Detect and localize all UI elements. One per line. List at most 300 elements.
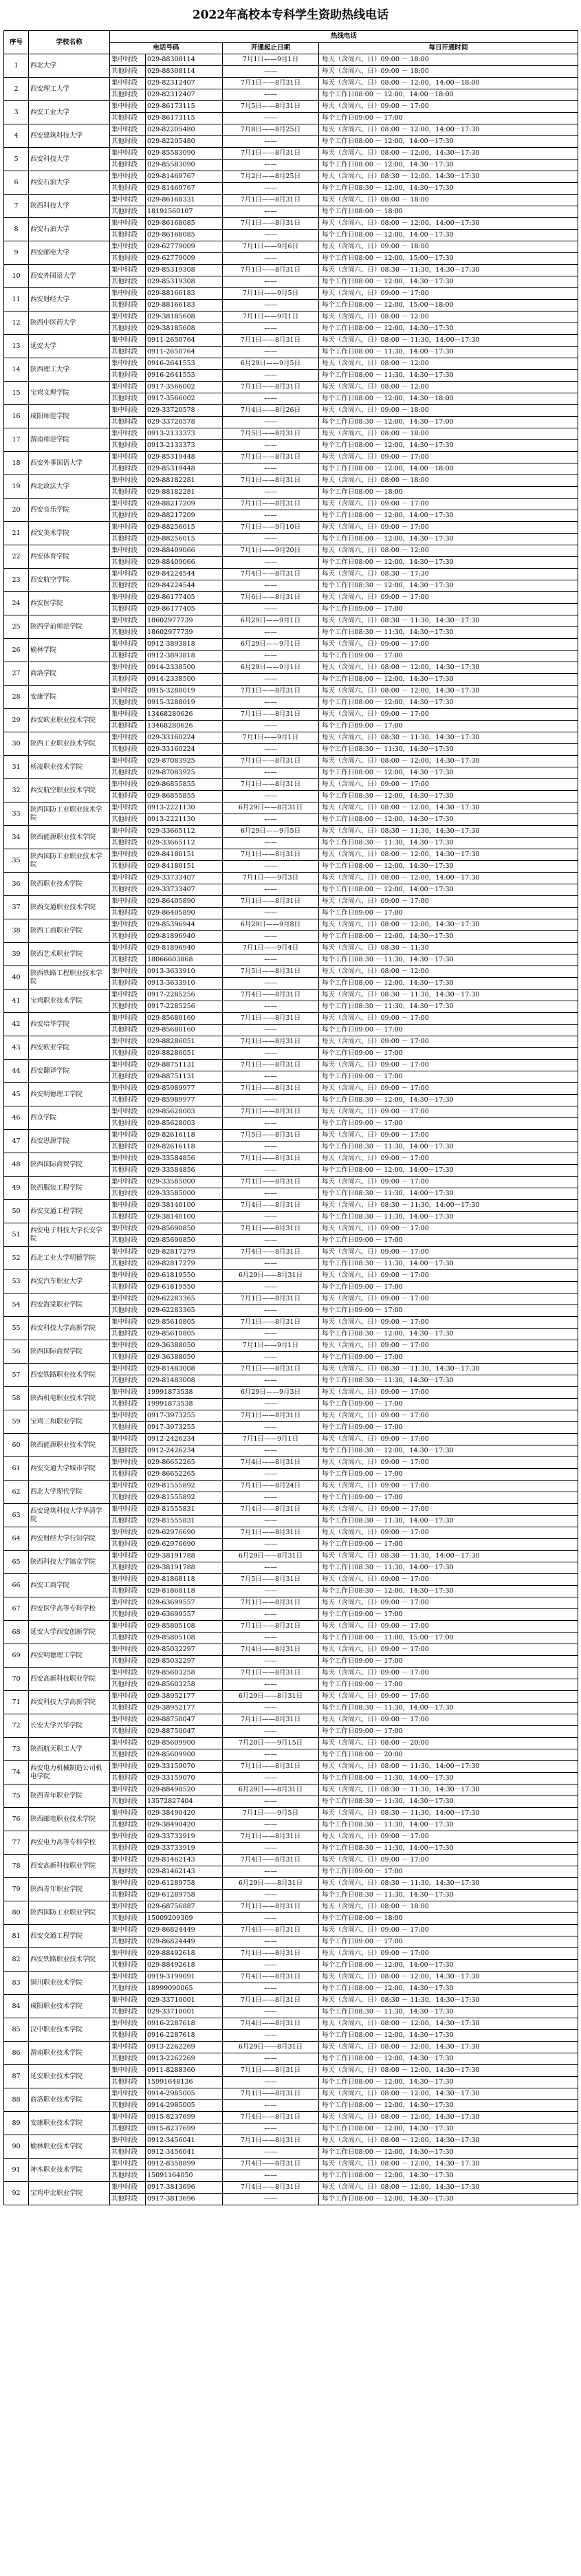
open-hours: 每天（含周六、日）08:00 － 11:30，14:00－17:30 — [319, 1761, 578, 1773]
open-hours: 每天（含周六、日）09:00 － 17:00 — [319, 1177, 578, 1188]
period-type: 其他时段 — [110, 1609, 146, 1621]
open-hours: 每天（含周六、日）08:00 － 12:00 — [319, 545, 578, 557]
open-dates: —— — [223, 2077, 319, 2088]
open-hours: 每天（含周六、日）08:30 － 11:30，14:00－17:30 — [319, 1551, 578, 1562]
phone-number: 029-33710001 — [146, 2007, 223, 2018]
open-dates: 7月1日——8月31日 — [223, 218, 319, 230]
school-name: 长安大学兴华学院 — [29, 1714, 110, 1738]
period-type: 其他时段 — [110, 1913, 146, 1925]
open-hours: 每个工作日08:30 － 11:30，14:00－17:30 — [319, 1188, 578, 1200]
phone-number: 029-33160224 — [146, 732, 223, 744]
open-dates: 7月1日——8月31日 — [223, 709, 319, 721]
phone-number: 029-63699557 — [146, 1609, 223, 1621]
table-row — [4, 124, 578, 136]
phone-number: 029-85680160 — [146, 1025, 223, 1036]
open-hours: 每天（含周六、日）08:30 － 11:30，14:30－17:30 — [319, 1995, 578, 2007]
school-name: 商洛学院 — [29, 662, 110, 686]
open-dates: —— — [223, 1095, 319, 1106]
open-hours: 每个工作日08:00 － 12:00，14:30－17:30 — [319, 2124, 578, 2135]
period-type: 集中时段 — [110, 803, 146, 814]
school-name: 铜川职业技术学院 — [29, 1972, 110, 1995]
open-hours: 每天（含周六、日）09:00 － 17:00 — [319, 1855, 578, 1866]
open-dates: —— — [223, 674, 319, 686]
school-no: 15 — [4, 382, 29, 405]
open-hours: 每个工作日08:00 － 12:00，14:00－17:30 — [319, 136, 578, 148]
phone-number: 029-61819550 — [146, 1282, 223, 1294]
open-hours: 每个工作日09:00 － 17:00 — [319, 651, 578, 662]
open-hours: 每个工作日08:00 － 12:00，14:30－17:30 — [319, 931, 578, 943]
table-row — [4, 1247, 578, 1258]
open-hours: 每天（含周六、日）09:00 － 17:00 — [319, 1831, 578, 1843]
period-type: 其他时段 — [110, 1001, 146, 1013]
open-dates: —— — [223, 2170, 319, 2182]
table-row — [4, 1200, 578, 1212]
period-type: 其他时段 — [110, 1983, 146, 1995]
open-dates: —— — [223, 417, 319, 428]
period-type: 其他时段 — [110, 276, 146, 288]
period-type: 集中时段 — [110, 2135, 146, 2147]
school-name: 西安电力高等专科学校 — [29, 1831, 110, 1855]
period-type: 集中时段 — [110, 1668, 146, 1679]
period-type: 其他时段 — [110, 1025, 146, 1036]
header-phone: 电话号码 — [110, 43, 223, 54]
period-type: 集中时段 — [110, 990, 146, 1001]
school-name: 西安邮电大学 — [29, 241, 110, 265]
phone-number: 029-88217209 — [146, 510, 223, 522]
phone-number: 029-86405890 — [146, 908, 223, 919]
header-school: 学校名称 — [29, 31, 110, 54]
period-type: 集中时段 — [110, 124, 146, 136]
school-no: 11 — [4, 288, 29, 312]
open-dates: —— — [223, 510, 319, 522]
table-row — [4, 1691, 578, 1703]
open-dates: —— — [223, 838, 319, 849]
school-no: 5 — [4, 148, 29, 171]
phone-number: 029-62283365 — [146, 1294, 223, 1305]
open-hours: 每天（含周六、日）09:00 － 17:00 — [319, 1714, 578, 1726]
phone-number: 13468280626 — [146, 721, 223, 732]
period-type: 集中时段 — [110, 1901, 146, 1913]
open-hours: 每个工作日08:30 － 11:30，14:00－17:30 — [319, 1843, 578, 1855]
open-hours: 每个工作日09:00 － 17:00 — [319, 1282, 578, 1294]
school-no: 22 — [4, 545, 29, 569]
open-hours: 每天（含周六、日）09:00 － 17:00 — [319, 499, 578, 510]
phone-number: 029-33160224 — [146, 744, 223, 756]
phone-number: 029-85032297 — [146, 1656, 223, 1668]
school-name: 陕西国际商贸学院 — [29, 1153, 110, 1177]
school-no: 32 — [4, 779, 29, 803]
open-dates: —— — [223, 183, 319, 195]
period-type: 其他时段 — [110, 2194, 146, 2205]
open-dates: 7月1日——8月31日 — [223, 686, 319, 697]
period-type: 其他时段 — [110, 814, 146, 826]
open-hours: 每天（含周六、日）08:30 － 11:30 — [319, 943, 578, 954]
period-type: 其他时段 — [110, 1796, 146, 1808]
phone-number: 029-38490420 — [146, 1820, 223, 1831]
period-type: 其他时段 — [110, 978, 146, 990]
open-hours: 每个工作日09:00 － 17:00 — [319, 1071, 578, 1083]
phone-number: 029-82312407 — [146, 78, 223, 89]
phone-number: 029-82312407 — [146, 89, 223, 101]
open-dates: 7月4日——8月31日 — [223, 1504, 319, 1516]
table-row — [4, 2042, 578, 2053]
period-type: 集中时段 — [110, 1784, 146, 1796]
phone-number: 029-88182281 — [146, 487, 223, 499]
school-no: 41 — [4, 990, 29, 1013]
table-row — [4, 1972, 578, 1983]
period-type: 其他时段 — [110, 1726, 146, 1738]
period-type: 集中时段 — [110, 312, 146, 323]
phone-number: 13468280626 — [146, 709, 223, 721]
school-no: 67 — [4, 1597, 29, 1621]
period-type: 其他时段 — [110, 1188, 146, 1200]
open-hours: 每个工作日08:30 － 11:30，14:30－17:30 — [319, 1375, 578, 1387]
phone-number: 029-33585000 — [146, 1188, 223, 1200]
school-name: 宝鸡文理学院 — [29, 382, 110, 405]
phone-number: 029-81462143 — [146, 1866, 223, 1878]
period-type: 其他时段 — [110, 931, 146, 943]
open-hours: 每个工作日08:00 － 12:00，14:00－18:00 — [319, 89, 578, 101]
open-hours: 每个工作日08:00 － 12:00，14:30－17:30 — [319, 534, 578, 545]
table-row — [4, 452, 578, 463]
phone-number: 0911-2650764 — [146, 335, 223, 347]
open-hours: 每个工作日09:00 － 17:00 — [319, 1025, 578, 1036]
open-dates: —— — [223, 1352, 319, 1364]
open-hours: 每天（含周六、日）08:00 － 12:00，14:30－17:30 — [319, 2112, 578, 2124]
phone-number: 0912-3456041 — [146, 2147, 223, 2159]
period-type: 其他时段 — [110, 160, 146, 171]
period-type: 集中时段 — [110, 218, 146, 230]
table-row — [4, 1855, 578, 1866]
period-type: 集中时段 — [110, 1808, 146, 1820]
phone-number: 029-38140100 — [146, 1212, 223, 1223]
open-dates: —— — [223, 1422, 319, 1434]
open-dates: —— — [223, 2100, 319, 2112]
school-no: 87 — [4, 2065, 29, 2088]
open-dates: —— — [223, 1001, 319, 1013]
school-no: 78 — [4, 1855, 29, 1878]
school-no: 4 — [4, 124, 29, 148]
phone-number: 029-38185608 — [146, 312, 223, 323]
phone-number: 029-84180151 — [146, 861, 223, 873]
school-name: 陕西国防工业职业技术学院 — [29, 849, 110, 873]
table-row — [4, 1270, 578, 1282]
school-no: 42 — [4, 1013, 29, 1036]
table-row — [4, 1223, 578, 1235]
school-name: 陕西科技大学 — [29, 195, 110, 218]
school-name: 西京学院 — [29, 1106, 110, 1130]
open-hours: 每个工作日08:30 － 11:30，14:00－17:30 — [319, 1516, 578, 1527]
phone-number: 0912-2426234 — [146, 1445, 223, 1457]
open-hours: 每天（含周六、日）08:30 － 11:30，14:30－17:30 — [319, 1364, 578, 1375]
table-row — [4, 1644, 578, 1656]
school-name: 陕西艺术职业学院 — [29, 943, 110, 966]
period-type: 集中时段 — [110, 522, 146, 534]
open-dates: 7月4日——8月31日 — [223, 1855, 319, 1866]
open-dates: —— — [223, 1913, 319, 1925]
open-hours: 每个工作日09:00 － 17:00 — [319, 1492, 578, 1504]
period-type: 集中时段 — [110, 171, 146, 183]
phone-number: 029-62976690 — [146, 1527, 223, 1539]
open-dates: 7月4日——8月31日 — [223, 990, 319, 1001]
open-dates: 7月4日——8月31日 — [223, 2159, 319, 2170]
open-dates: —— — [223, 697, 319, 709]
open-dates: —— — [223, 66, 319, 78]
phone-number: 029-38952177 — [146, 1691, 223, 1703]
open-hours: 每天（含周六、日）08:00 － 12:00，14:30－17:30 — [319, 756, 578, 767]
open-dates: —— — [223, 1562, 319, 1574]
open-hours: 每天（含周六、日）09:00 － 17:00 — [319, 592, 578, 604]
open-hours: 每天（含周六、日）09:00 － 17:00 — [319, 1317, 578, 1329]
open-dates: 7月1日——8月31日 — [223, 1036, 319, 1048]
open-hours: 每天（含周六、日）09:00 － 17:00 — [319, 1270, 578, 1282]
open-dates: 7月4日——8月31日 — [223, 1972, 319, 1983]
period-type: 集中时段 — [110, 1223, 146, 1235]
phone-number: 0916-2641553 — [146, 370, 223, 382]
open-dates: —— — [223, 534, 319, 545]
period-type: 集中时段 — [110, 1925, 146, 1936]
school-name: 西安交通工程学院 — [29, 1925, 110, 1948]
school-name: 陕西能源职业技术学院 — [29, 826, 110, 849]
open-hours: 每个工作日08:30 － 12:00，14:30－17:00 — [319, 417, 578, 428]
period-type: 集中时段 — [110, 1972, 146, 1983]
table-row — [4, 1434, 578, 1445]
phone-number: 029-86168331 — [146, 195, 223, 206]
period-type: 集中时段 — [110, 195, 146, 206]
period-type: 其他时段 — [110, 1562, 146, 1574]
open-dates: 7月5日——8月31日 — [223, 1130, 319, 1142]
open-dates: 7月4日——8月31日 — [223, 2182, 319, 2194]
phone-number: 0912-3893818 — [146, 639, 223, 651]
open-hours: 每天（含周六、日）08:00 － 12:00，14:00－17:30 — [319, 124, 578, 136]
open-hours: 每天（含周六、日）08:00 － 12:00，14:30－17:30 — [319, 803, 578, 814]
phone-number: 029-36388050 — [146, 1352, 223, 1364]
phone-number: 029-88217209 — [146, 499, 223, 510]
open-hours: 每天（含周六、日）09:00 － 17:00 — [319, 1130, 578, 1142]
open-hours: 每天（含周六、日）09:00 － 17:00 — [319, 1294, 578, 1305]
header-no: 序号 — [4, 31, 29, 54]
period-type: 其他时段 — [110, 1142, 146, 1153]
open-hours: 每个工作日08:00 － 12:00，14:30－17:30 — [319, 2077, 578, 2088]
page-title: 2022年高校本专科学生资助热线电话 — [192, 8, 389, 22]
open-hours: 每天（含周六、日）09:00 － 17:00 — [319, 1106, 578, 1118]
period-type: 其他时段 — [110, 1048, 146, 1060]
phone-number: 0917-3813696 — [146, 2182, 223, 2194]
table-row — [4, 195, 578, 206]
phone-number: 0915-3288019 — [146, 686, 223, 697]
school-name: 西安电力机械制造公司机电学院 — [29, 1761, 110, 1784]
open-dates: —— — [223, 1516, 319, 1527]
school-name: 神木职业技术学院 — [29, 2159, 110, 2182]
open-dates: 7月1日——8月31日 — [223, 1106, 319, 1118]
open-dates: —— — [223, 1282, 319, 1294]
open-hours: 每个工作日08:30 － 11:30，14:00－17:30 — [319, 1562, 578, 1574]
open-hours: 每天（含周六、日）08:30 － 11:30，14:30－17:30 — [319, 732, 578, 744]
open-hours: 每个工作日08:00 － 12:00，14:00－17:30 — [319, 230, 578, 241]
phone-number: 029-82616118 — [146, 1130, 223, 1142]
open-hours: 每天（含周六、日）09:00 － 17:00 — [319, 1481, 578, 1492]
phone-number: 029-88286051 — [146, 1036, 223, 1048]
open-dates: 7月1日——8月31日 — [223, 1831, 319, 1843]
open-hours: 每个工作日08:00 － 11:30，14:00－17:30 — [319, 347, 578, 358]
period-type: 其他时段 — [110, 1960, 146, 1972]
open-hours: 每个工作日08:00 － 11:00，15:00－17:00 — [319, 1633, 578, 1644]
phone-number: 029-33584856 — [146, 1165, 223, 1177]
open-hours: 每个工作日08:30 － 11:30，14:30－17:30 — [319, 954, 578, 966]
open-dates: —— — [223, 1258, 319, 1270]
open-dates: —— — [223, 1890, 319, 1901]
period-type: 集中时段 — [110, 2065, 146, 2077]
school-name: 宝鸡三和职业学院 — [29, 1410, 110, 1434]
table-row — [4, 54, 578, 66]
open-dates: —— — [223, 2030, 319, 2042]
open-hours: 每天（含周六、日）09:00 － 18:00 — [319, 241, 578, 253]
open-hours: 每个工作日09:00 － 17:00 — [319, 604, 578, 615]
table-row — [4, 148, 578, 160]
open-hours: 每天（含周六、日）08:00 － 12:00，14:00－18:00 — [319, 78, 578, 89]
phone-number: 0917-2285256 — [146, 990, 223, 1001]
period-type: 集中时段 — [110, 78, 146, 89]
school-no: 31 — [4, 756, 29, 779]
open-dates: 7月4日——8月31日 — [223, 2112, 319, 2124]
school-no: 82 — [4, 1948, 29, 1972]
period-type: 其他时段 — [110, 1656, 146, 1668]
phone-number: 029-88182281 — [146, 475, 223, 487]
period-type: 其他时段 — [110, 1492, 146, 1504]
open-dates: —— — [223, 300, 319, 312]
open-dates: —— — [223, 276, 319, 288]
period-type: 集中时段 — [110, 1621, 146, 1633]
school-no: 91 — [4, 2159, 29, 2182]
phone-number: 029-86177405 — [146, 592, 223, 604]
school-no: 43 — [4, 1036, 29, 1060]
phone-number: 0916-2287618 — [146, 2030, 223, 2042]
period-type: 其他时段 — [110, 1258, 146, 1270]
phone-number: 029-62779009 — [146, 253, 223, 265]
school-no: 50 — [4, 1200, 29, 1223]
school-no: 9 — [4, 241, 29, 265]
open-hours: 每个工作日08:00 － 12:00，15:00－18:00 — [319, 300, 578, 312]
period-type: 集中时段 — [110, 826, 146, 838]
open-dates: —— — [223, 347, 319, 358]
period-type: 集中时段 — [110, 1855, 146, 1866]
open-hours: 每个工作日09:00 － 17:00 — [319, 1422, 578, 1434]
school-name: 延安大学西安创新学院 — [29, 1621, 110, 1644]
phone-number: 029-88750047 — [146, 1714, 223, 1726]
school-no: 83 — [4, 1972, 29, 1995]
open-hours: 每个工作日08:30 － 11:30，14:30－17:30 — [319, 744, 578, 756]
school-no: 13 — [4, 335, 29, 358]
school-name: 陕西服装工程学院 — [29, 1177, 110, 1200]
period-type: 集中时段 — [110, 241, 146, 253]
open-hours: 每天（含周六、日）08:30 － 11:30，14:30－17:30 — [319, 990, 578, 1001]
open-dates: —— — [223, 323, 319, 335]
period-type: 其他时段 — [110, 1469, 146, 1481]
open-dates: 7月1日——8月31日 — [223, 1013, 319, 1025]
open-hours: 每天（含周六、日）08:00 － 12:00，14:30－17:30 — [319, 2159, 578, 2170]
period-type: 其他时段 — [110, 1749, 146, 1761]
open-hours: 每天（含周六、日）08:00 － 12:00，14:30－17:30 — [319, 686, 578, 697]
school-no: 54 — [4, 1294, 29, 1317]
open-hours: 每天（含周六、日）09:00 － 17:00 — [319, 1621, 578, 1633]
open-hours: 每个工作日08:00 － 12:00，14:30－17:30 — [319, 2147, 578, 2159]
open-hours: 每天（含周六、日）09:00 － 17:00 — [319, 452, 578, 463]
school-no: 79 — [4, 1878, 29, 1901]
phone-number: 0914-2985005 — [146, 2100, 223, 2112]
table-row — [4, 756, 578, 767]
phone-number: 0911-8288360 — [146, 2065, 223, 2077]
phone-number: 029-33584856 — [146, 1153, 223, 1165]
school-name: 西北政法大学 — [29, 475, 110, 499]
open-dates: 7月4日——8月31日 — [223, 1247, 319, 1258]
phone-number: 029-33159070 — [146, 1773, 223, 1784]
phone-number: 029-86405890 — [146, 896, 223, 908]
open-hours: 每个工作日08:00 － 12:00，14:00－18:00 — [319, 463, 578, 475]
period-type: 其他时段 — [110, 1936, 146, 1948]
phone-number: 029-85603258 — [146, 1668, 223, 1679]
table-row — [4, 849, 578, 861]
period-type: 其他时段 — [110, 534, 146, 545]
period-type: 集中时段 — [110, 1247, 146, 1258]
table-row — [4, 1364, 578, 1375]
open-hours: 每天（含周六、日）08:00 － 12:00，14:30－17:30 — [319, 2135, 578, 2147]
open-hours: 每个工作日08:00 － 11:30，14:30－17:30 — [319, 370, 578, 382]
school-no: 1 — [4, 54, 29, 78]
open-hours: 每个工作日08:00 － 12:00，15:00－17:30 — [319, 253, 578, 265]
phone-number: 029-86652265 — [146, 1457, 223, 1469]
open-dates: —— — [223, 1866, 319, 1878]
open-dates: —— — [223, 440, 319, 452]
school-name: 咸阳师范学院 — [29, 405, 110, 428]
phone-number: 18999090065 — [146, 1983, 223, 1995]
open-hours: 每天（含周六、日）08:00 － 12:00 — [319, 382, 578, 393]
open-dates: 7月1日——8月31日 — [223, 896, 319, 908]
open-hours: 每天（含周六、日）08:00 － 12:00，14:30－17:30 — [319, 2065, 578, 2077]
table-row — [4, 1527, 578, 1539]
phone-number: 029-85603258 — [146, 1679, 223, 1691]
open-dates: —— — [223, 580, 319, 592]
table-row — [4, 1013, 578, 1025]
table-row — [4, 779, 578, 791]
phone-number: 15009209309 — [146, 1913, 223, 1925]
school-no: 60 — [4, 1434, 29, 1457]
period-type: 集中时段 — [110, 1270, 146, 1282]
open-hours: 每天（含周六、日）08:00 － 12:00 — [319, 312, 578, 323]
school-name: 西安交通大学城市学院 — [29, 1457, 110, 1481]
phone-number: 0917-2285256 — [146, 1001, 223, 1013]
period-type: 集中时段 — [110, 615, 146, 627]
open-hours: 每个工作日08:00 － 12:00，14:30－17:30 — [319, 2194, 578, 2205]
open-dates: —— — [223, 370, 319, 382]
table-row — [4, 475, 578, 487]
open-dates: —— — [223, 1329, 319, 1340]
open-dates: 7月5日——8月31日 — [223, 101, 319, 113]
open-hours: 每个工作日08:30 － 12:00，14:30－17:30 — [319, 183, 578, 195]
open-hours: 每天（含周六、日）08:00 － 12:00，14:30－17:30 — [319, 2182, 578, 2194]
school-name: 安康职业技术学院 — [29, 2112, 110, 2135]
open-dates: 7月1日——8月31日 — [223, 1083, 319, 1095]
period-type: 其他时段 — [110, 183, 146, 195]
open-dates: 7月1日——8月31日 — [223, 1060, 319, 1071]
table-row — [4, 2065, 578, 2077]
school-name: 西安美术学院 — [29, 522, 110, 545]
open-hours: 每天（含周六、日）09:00 － 18:00 — [319, 405, 578, 417]
period-type: 集中时段 — [110, 1294, 146, 1305]
open-hours: 每天（含周六、日）09:00 － 17:00 — [319, 522, 578, 534]
open-hours: 每天（含周六、日）09:00 － 17:00 — [319, 896, 578, 908]
period-type: 集中时段 — [110, 2088, 146, 2100]
period-type: 集中时段 — [110, 639, 146, 651]
